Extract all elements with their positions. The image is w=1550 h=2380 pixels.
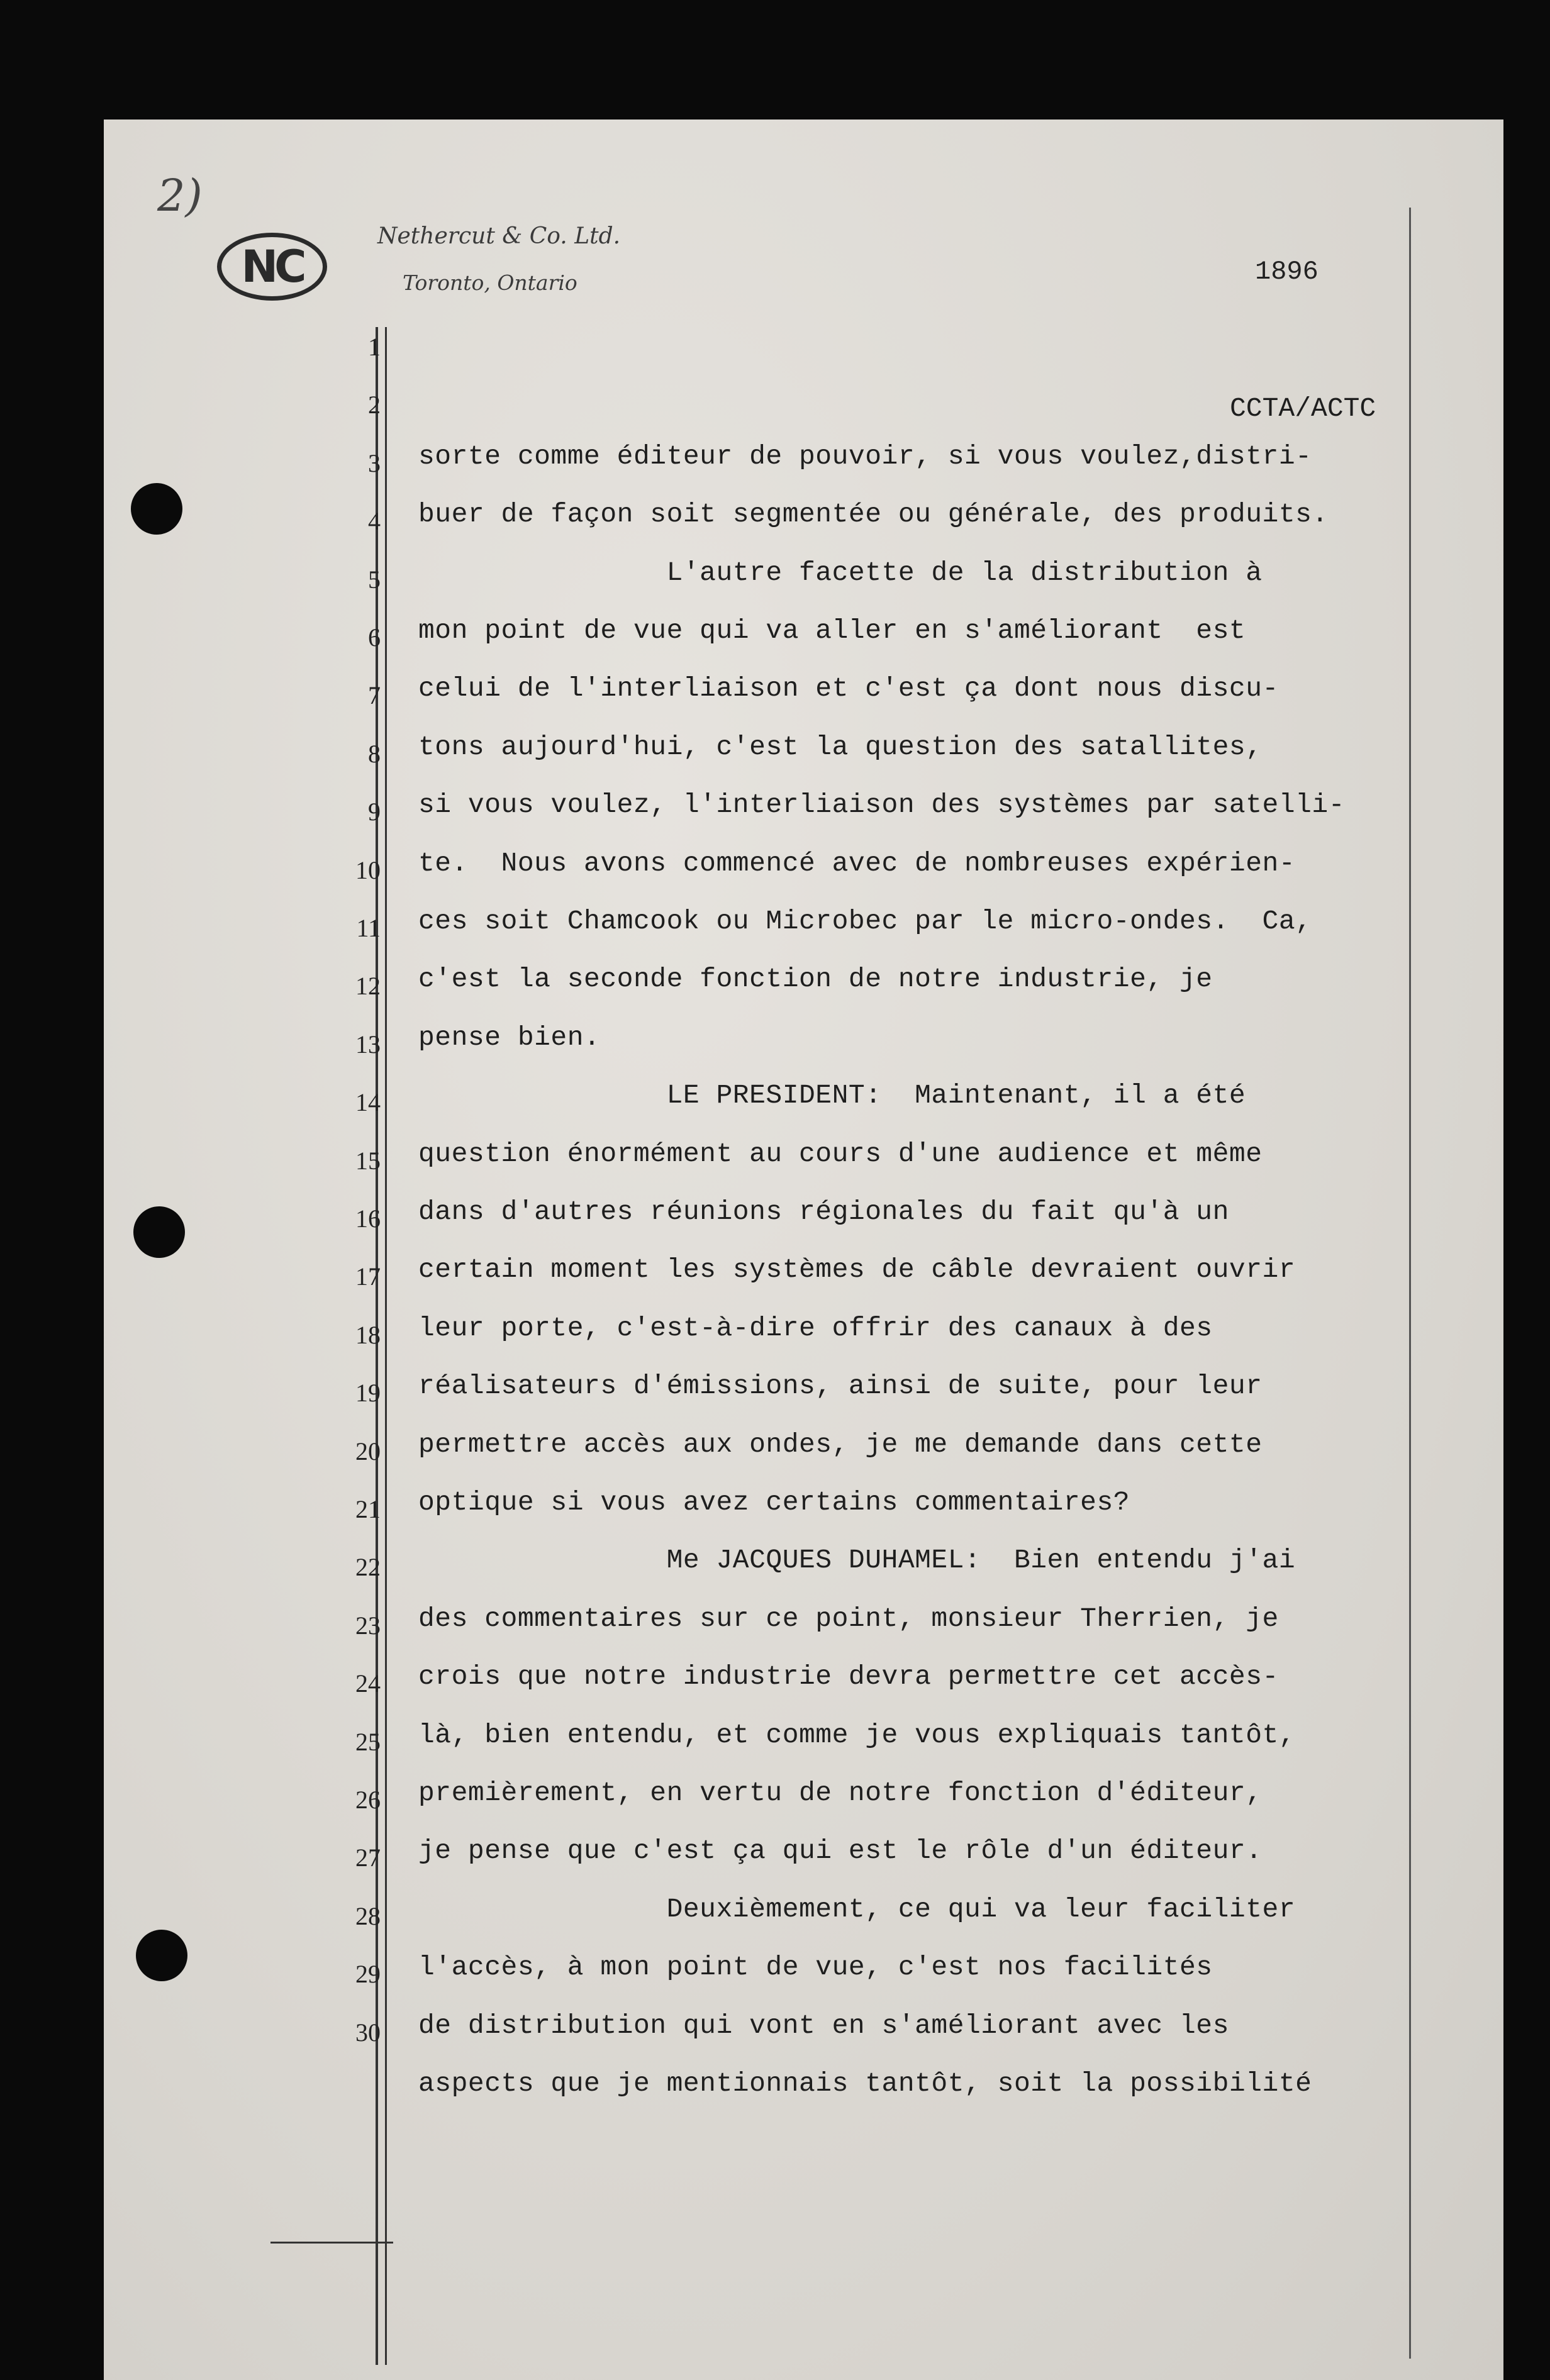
- line-number: 28: [355, 1901, 381, 1930]
- text-line: leur porte, c'est-à-dire offrir des canaux à des: [418, 1312, 1213, 1343]
- text-line: celui de l'interliaison et c'est ça dont nous discu-: [418, 673, 1279, 704]
- line-number: 6: [368, 623, 381, 652]
- punch-hole-top: [131, 483, 182, 535]
- line-number: 23: [355, 1611, 381, 1640]
- firm-logo: NC: [217, 233, 327, 301]
- line-number: 5: [368, 565, 381, 594]
- bottom-rule: [270, 2242, 393, 2244]
- line-number: 25: [355, 1727, 381, 1756]
- line-number: 12: [355, 972, 381, 1001]
- text-line: crois que notre industrie devra permettre cet accès-: [418, 1661, 1279, 1693]
- text-line: de distribution qui vont en s'améliorant avec les: [418, 2010, 1229, 2041]
- line-number: 11: [356, 914, 381, 942]
- text-line: je pense que c'est ça qui est le rôle d'un éditeur.: [418, 1835, 1263, 1867]
- text-line: L'autre facette de la distribution à: [418, 557, 1263, 588]
- line-number: 2: [368, 391, 381, 420]
- line-number: 10: [355, 855, 381, 884]
- line-number: 30: [355, 2018, 381, 2047]
- line-number: 27: [355, 1843, 381, 1872]
- line-number: 13: [355, 1030, 381, 1059]
- text-line: LE PRESIDENT: Maintenant, il a été: [418, 1080, 1246, 1111]
- text-line: c'est la seconde fonction de notre industrie, je: [418, 964, 1213, 995]
- line-number: 29: [355, 1960, 381, 1989]
- text-line: là, bien entendu, et comme je vous expliquais tantôt,: [418, 1719, 1296, 1750]
- text-line: l'accès, à mon point de vue, c'est nos facilités: [418, 1952, 1213, 1983]
- text-line: sorte comme éditeur de pouvoir, si vous voulez,distri-: [418, 440, 1312, 472]
- text-line: Me JACQUES DUHAMEL: Bien entendu j'ai: [418, 1545, 1296, 1576]
- left-margin-line-inner: [385, 327, 387, 2365]
- line-number: 22: [355, 1553, 381, 1582]
- line-number: 26: [355, 1786, 381, 1814]
- line-number: 7: [368, 681, 381, 710]
- right-margin-line: [1409, 208, 1411, 2359]
- text-line: question énormément au cours d'une audience et même: [418, 1138, 1263, 1169]
- text-line: tons aujourd'hui, c'est la question des satallites,: [418, 731, 1263, 762]
- punch-hole-middle: [133, 1206, 185, 1258]
- line-number: 24: [355, 1669, 381, 1698]
- line-number: 15: [355, 1146, 381, 1175]
- handwritten-mark: 2): [157, 170, 203, 221]
- line-number: 8: [368, 739, 381, 768]
- text-line: buer de façon soit segmentée ou générale, des produits.: [418, 499, 1329, 530]
- firm-city: Toronto, Ontario: [403, 270, 577, 295]
- text-line: premièrement, en vertu de notre fonction d'éditeur,: [418, 1777, 1263, 1808]
- line-number: 21: [355, 1495, 381, 1523]
- text-line: réalisateurs d'émissions, ainsi de suite, pour leur: [418, 1371, 1263, 1402]
- text-line: pense bien.: [418, 1021, 601, 1053]
- text-line: aspects que je mentionnais tantôt, soit la possibilité: [418, 2068, 1312, 2099]
- text-line: permettre accès aux ondes, je me demande dans cette: [418, 1428, 1263, 1460]
- line-number: 1: [368, 333, 381, 361]
- line-number: 4: [368, 507, 381, 536]
- text-line: des commentaires sur ce point, monsieur Therrien, je: [418, 1603, 1279, 1634]
- text-line: mon point de vue qui va aller en s'améliorant est: [418, 615, 1246, 646]
- line-number: 17: [355, 1262, 381, 1291]
- line-number: 3: [368, 448, 381, 477]
- text-line: te. Nous avons commencé avec de nombreuses expérien-: [418, 847, 1296, 879]
- text-line: si vous voulez, l'interliaison des systèmes par satelli-: [418, 789, 1346, 821]
- text-line: Deuxièmement, ce qui va leur faciliter: [418, 1893, 1296, 1925]
- line-number: 16: [355, 1204, 381, 1233]
- punch-hole-bottom: [136, 1930, 187, 1981]
- org-code: CCTA/ACTC: [1230, 393, 1376, 424]
- firm-name: Nethercut & Co. Ltd.: [377, 223, 621, 249]
- line-number: 14: [355, 1088, 381, 1117]
- text-line: ces soit Chamcook ou Microbec par le micro-ondes. Ca,: [418, 906, 1312, 937]
- text-line: certain moment les systèmes de câble devraient ouvrir: [418, 1254, 1296, 1286]
- line-number: 20: [355, 1437, 381, 1465]
- line-number: 19: [355, 1379, 381, 1408]
- line-number: 18: [355, 1320, 381, 1349]
- line-number: 9: [368, 798, 381, 826]
- text-line: dans d'autres réunions régionales du fait qu'à un: [418, 1196, 1229, 1227]
- page-number: 1896: [1255, 257, 1319, 287]
- text-line: optique si vous avez certains commentaires?: [418, 1487, 1130, 1518]
